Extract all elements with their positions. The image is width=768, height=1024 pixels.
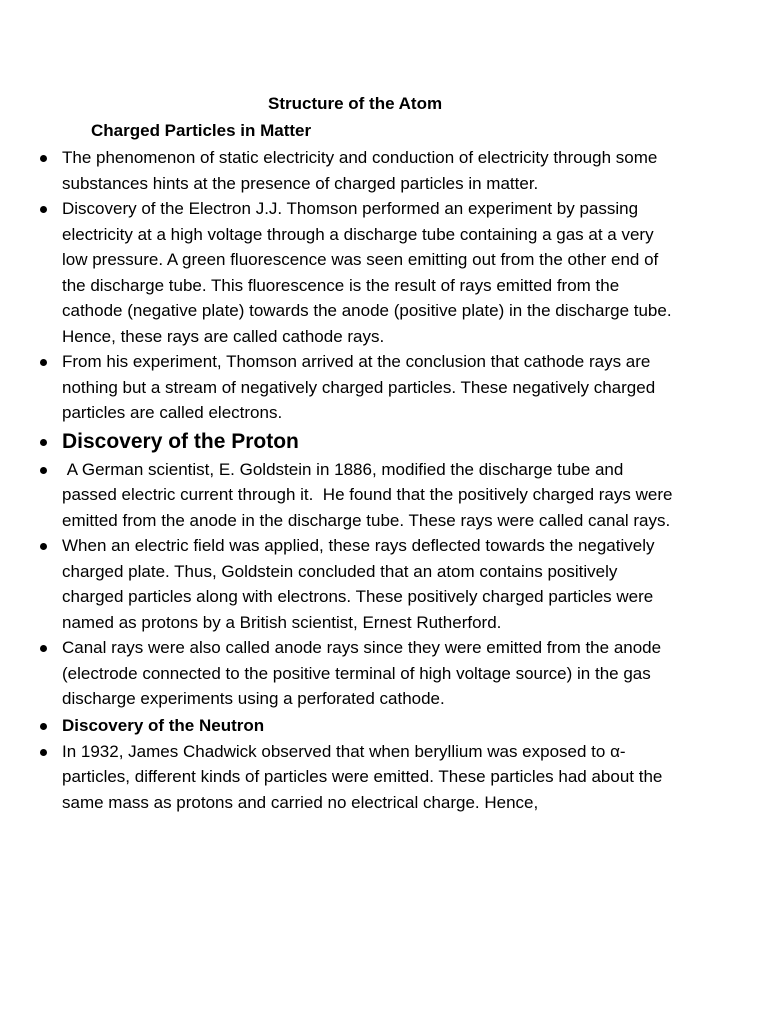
bullet-icon [40,359,47,366]
bullet-icon [40,155,47,162]
list-item [0,145,682,196]
section-heading-text: Discovery of the Proton [62,429,299,453]
list-item-text: When an electric field was applied, these rays deflected towards the negatively charged plate. Thus, Goldstein concluded that an atom contains positively charged particles along with electrons. These positively charged particles were named as protons by a British scientist, Ernest Rutherford. [62,536,655,632]
bullet-icon [40,467,47,474]
list-item-text: The phenomenon of static electricity and conduction of electricity through some substances hints at the presence of charged particles in matter. [62,148,658,193]
bullet-list [0,145,768,815]
bullet-icon [40,206,47,213]
list-item [0,739,682,816]
section-heading-neutron [0,712,682,739]
list-item-text: A German scientist, E. Goldstein in 1886, modified the discharge tube and passed electric current through it. He found that the positively charged rays were emitted from the anode in the discharge tube. These rays were called canal rays. [62,459,678,530]
bullet-icon [40,749,47,756]
section-subtitle: Charged Particles in Matter [91,121,312,140]
list-item [0,533,682,635]
bullet-icon [40,439,47,446]
bullet-icon [40,723,47,730]
list-item [0,196,682,349]
section-heading-text: Discovery of the Neutron [62,715,265,735]
bullet-icon [40,645,47,652]
list-item [0,635,682,712]
list-item [0,457,682,534]
list-item-text: In 1932, James Chadwick observed that when beryllium was exposed to α-particles, different kinds of particles were emitted. These particles had about the same mass as protons and carried no electrical charge. Hence, [62,741,663,812]
page-title: Structure of the Atom [268,94,443,113]
list-item-text: Canal rays were also called anode rays since they were emitted from the anode (electrode connected to the positive terminal of high voltage source) in the gas discharge experiments using a perforated cathode. [62,638,662,708]
list-item-text: From his experiment, Thomson arrived at the conclusion that cathode rays are nothing but a stream of negatively charged particles. These negatively charged particles are called electrons. [62,352,656,422]
list-item-text: Discovery of the Electron J.J. Thomson performed an experiment by passing electricity at a high voltage through a discharge tube containing a gas at a very low pressure. A green fluorescence was seen emitting out from the other end of the discharge tube. This fluorescence is the result of rays emitted from the cathode (negative plate) towards the anode (positive plate) in the discharge tube. Hence, these rays are called cathode rays. [62,199,672,346]
list-item [0,349,682,426]
bullet-icon [40,543,47,550]
section-heading-proton [0,427,682,457]
